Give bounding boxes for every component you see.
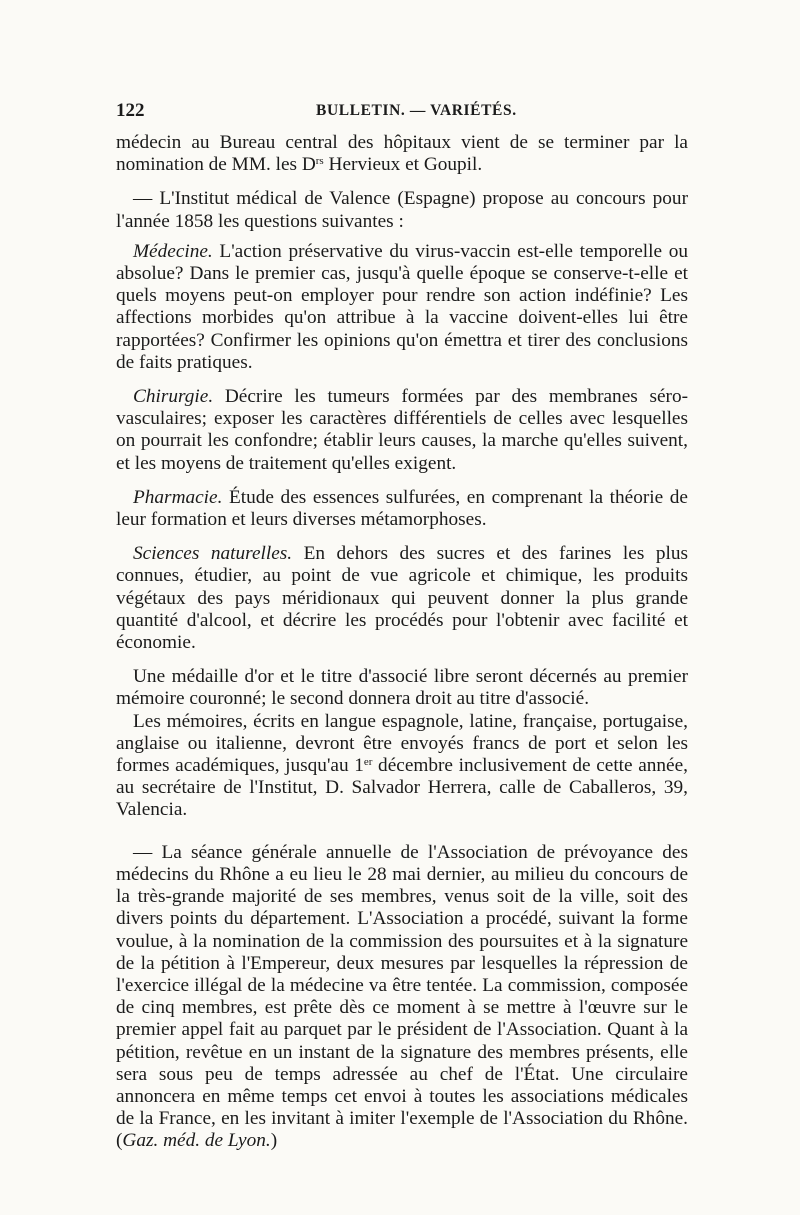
- paragraph-text: ): [270, 1130, 278, 1152]
- paragraph-chirurgie: [116, 386, 688, 475]
- superscript: rs: [315, 155, 324, 168]
- paragraph-text: Hervieux et Goupil.: [323, 154, 483, 176]
- paragraph-text: En dehors des sucres et des farines les plus connues, étudier, au point de vue agricole et chimique, les produits végétaux des pays méridionaux qui peuvent donner la plus grande quantité d'alcool, et décrire les procédés pour l'obtenir avec facilité et économie.: [116, 543, 688, 654]
- paragraph-sciences-naturelles: [116, 543, 688, 654]
- paragraph-text: Étude des essences sulfurées, en comprenant la théorie de leur formation et leurs diverses métamorphoses.: [116, 486, 688, 531]
- citation-source: Gaz. méd. de Lyon.: [122, 1130, 271, 1152]
- superscript: er: [363, 756, 373, 769]
- page-number: 122: [116, 100, 145, 121]
- paragraph-text: médecin au Bureau central des hôpitaux vient de se terminer par la nomination de MM. les D: [116, 132, 688, 176]
- section-label-chirurgie: Chirurgie.: [133, 386, 214, 408]
- paragraph-medaille: Une médaille d'or et le titre d'associé libre seront décernés au premier mémoire couronné; le second donnera droit au titre d'associé.: [116, 666, 688, 710]
- section-label-sciences-naturelles: Sciences naturelles.: [133, 543, 293, 565]
- paragraph-pharmacie: [116, 487, 688, 531]
- section-label-pharmacie: Pharmacie.: [133, 486, 223, 508]
- paragraph-text: — La séance générale annuelle de l'Association de prévoyance des médecins du Rhône a eu lieu le 28 mai dernier, au milieu du concours de la très-grande majorité de ses membres, venus soit de la ville, soit des divers points du département. L'Association a procédé, suivant la forme voulue, à la nomination de la commission des poursuites et à la signature de la pétition à l'Empereur, deux mesures par lesquelles la répression de l'exercice illégal de la médecine va être tentée. La commission, composée de cinq membres, est prête dès ce moment à se mettre à l'œuvre sur le premier appel fait au parquet par le président de l'Association. Quant à la pétition, revêtue en un instant de la signature des membres présents, elle sera sous peu de temps adressée au chef de l'État. Une circulaire annoncera en même temps cet envoi à toutes les associations médicales de la France, en les invitant à imiter l'exemple de l'Association du Rhône. (: [116, 841, 688, 1152]
- running-head: [116, 100, 688, 130]
- paragraph-valence-institute: — L'Institut médical de Valence (Espagne) propose au concours pour l'année 1858 les questions suivantes :: [116, 188, 688, 232]
- paragraph-association-rhone: [116, 842, 688, 1153]
- paragraph-memoires: [116, 711, 688, 822]
- paragraph-text: Les mémoires, écrits en langue espagnole, latine, française, portugaise, anglaise ou italienne, devront être envoyés francs de port et selon les formes académiques, jusqu'au 1: [116, 710, 688, 777]
- paragraph-text: décembre inclusivement de cette année, au secrétaire de l'Institut, D. Salvador Herrera, calle de Caballeros, 39, Valencia.: [116, 755, 688, 821]
- article-text: [116, 132, 688, 1153]
- paragraph-text: L'action préservative du virus-vaccin est-elle temporelle ou absolue? Dans le premier cas, jusqu'à quelle époque se conserve-t-elle et quels moyens peut-on employer pour rendre son action indéfinie? Les affections morbides qu'on attribue à la vaccine doivent-elles lui être rapportées? Confirmer les opinions qu'on émettra et tirer des conclusions de faits pratiques.: [116, 240, 688, 373]
- paragraph-hospital-nomination: [116, 132, 688, 176]
- paragraph-text: Décrire les tumeurs formées par des membranes séro-vasculaires; exposer les caractères différentiels de celles avec lesquelles on pourrait les confondre; établir leurs causes, la marche qu'elles suivent, et les moyens de traitement qu'elles exigent.: [116, 386, 688, 474]
- paragraph-medecine: [116, 241, 688, 374]
- section-label-medecine: Médecine.: [133, 240, 213, 262]
- running-title: BULLETIN. — VARIÉTÉS.: [316, 102, 517, 119]
